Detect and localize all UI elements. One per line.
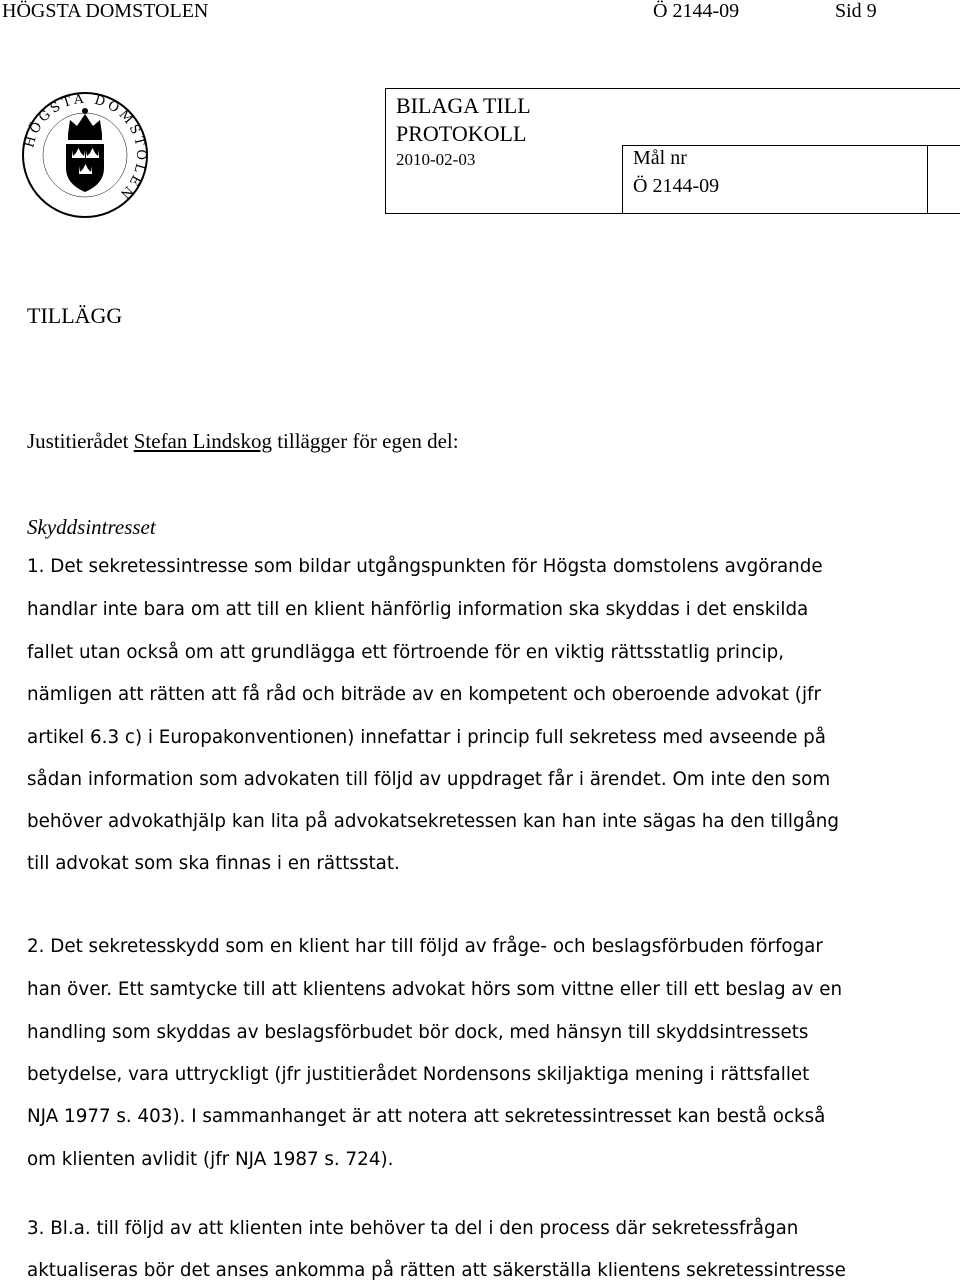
section-heading: Skyddsintresset [27, 515, 156, 539]
intro-line [27, 429, 459, 454]
body-line: han över. Ett samtycke till att klientens advokat hörs som vittne eller till ett beslag av en [27, 979, 843, 1000]
body-line: handling som skyddas av beslagsförbudet bör dock, med hänsyn till skyddsintressets [27, 1022, 809, 1043]
bilaga-title-line2: PROTOKOLL [396, 121, 527, 146]
body-line: handlar inte bara om att till en klient hänförlig information ska skyddas i det enskilda [27, 599, 809, 620]
running-header-court: HÖGSTA DOMSTOLEN [2, 0, 209, 22]
seal-text: HÖGSTA DOMSTOLEN [22, 91, 149, 204]
intro-prefix: Justitierådet [27, 429, 134, 453]
body-line: 3. Bl.a. till följd av att klienten inte behöver ta del i den process där sekretessfrågan [27, 1218, 799, 1239]
running-header-case-number: Ö 2144-09 [653, 0, 740, 22]
intro-suffix: tillägger för egen del: [271, 429, 459, 453]
body-line: 1. Det sekretessintresse som bildar utgångspunkten för Högsta domstolens avgörande [27, 556, 823, 577]
letterhead-border-bottom [385, 213, 960, 214]
body-line: artikel 6.3 c) i Europakonventionen) innefattar i princip full sekretess med avseende på [27, 727, 826, 748]
letterhead-case-box-top [622, 145, 960, 146]
protocol-date: 2010-02-03 [396, 150, 476, 169]
document-title: TILLÄGG [27, 303, 123, 328]
body-line: aktualiseras bör det anses ankomma på rätten att säkerställa klientens sekretessintresse [27, 1260, 846, 1281]
body-line: NJA 1977 s. 403). I sammanhanget är att notera att sekretessintresset kan bestå också [27, 1106, 826, 1127]
running-header-page-number: Sid 9 [835, 0, 877, 22]
crown-icon [68, 108, 102, 140]
case-number-label: Mål nr [633, 147, 687, 169]
case-number-value: Ö 2144-09 [633, 175, 720, 197]
letterhead-border-left [385, 88, 386, 214]
three-crowns-shield-icon [66, 144, 104, 192]
body-line: fallet utan också om att grundlägga ett förtroende för en viktig rättsstatlig princip, [27, 642, 785, 663]
letterhead-case-box-right [927, 145, 928, 214]
body-line: 2. Det sekretesskydd som en klient har till följd av fråge- och beslagsförbuden förfogar [27, 936, 823, 957]
justice-name: Stefan Lindskog [133, 429, 272, 453]
body-line: behöver advokathjälp kan lita på advokatsekretessen kan han inte sägas ha den tillgång [27, 811, 839, 832]
body-line: betydelse, vara uttryckligt (jfr justitierådet Nordensons skiljaktiga mening i rättsfallet [27, 1064, 810, 1085]
body-line: om klienten avlidit (jfr NJA 1987 s. 724). [27, 1149, 394, 1170]
court-seal-logo [20, 90, 150, 220]
bilaga-title-line1: BILAGA TILL [396, 93, 531, 118]
body-line: sådan information som advokaten till följd av uppdraget får i ärendet. Om inte den som [27, 769, 831, 790]
body-line: nämligen att rätten att få råd och biträde av en kompetent och oberoende advokat (jfr [27, 684, 821, 705]
body-line: till advokat som ska finnas i en rättsstat. [27, 853, 400, 874]
letterhead-divider [622, 145, 623, 214]
letterhead-border-top [385, 88, 960, 89]
